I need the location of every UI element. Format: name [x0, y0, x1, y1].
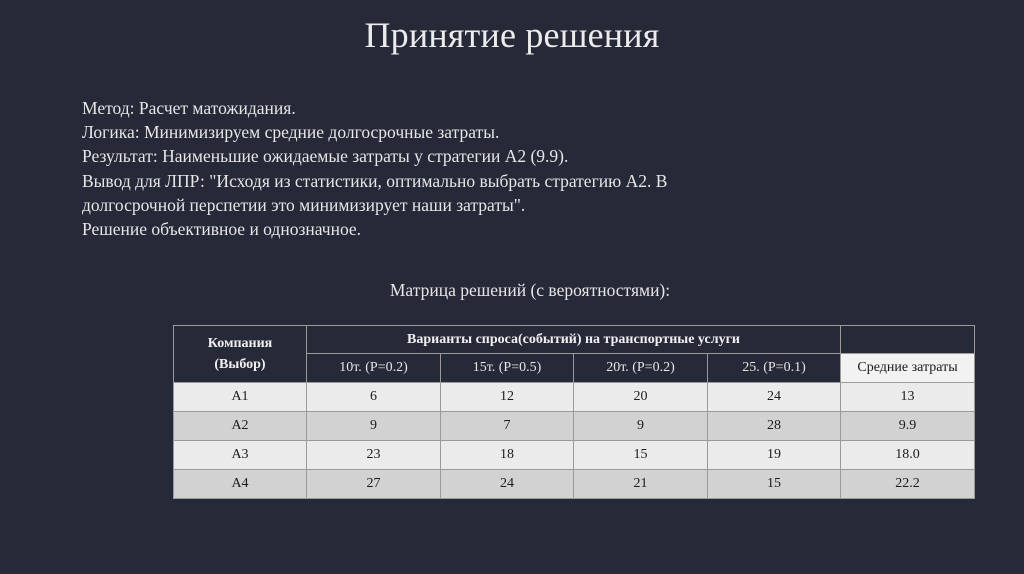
table-cell: 9 [574, 412, 708, 441]
slide-title: Принятие решения [364, 15, 660, 55]
table-cell: 7 [441, 412, 574, 441]
table-cell: 19 [708, 441, 841, 470]
column-header-15t: 15т. (P=0.5) [441, 354, 574, 383]
table-row [174, 383, 975, 412]
table-cell: 15 [574, 441, 708, 470]
row-label: А3 [174, 441, 307, 470]
table-cell: 6 [307, 383, 441, 412]
body-line-logic: Логика: Минимизируем средние долгосрочные затраты. [82, 122, 500, 143]
body-line-conclusion-cont: долгосрочной перспетии это минимизирует наши затраты". [82, 194, 526, 215]
column-header-10t: 10т. (P=0.2) [307, 354, 441, 383]
table-cell: 24 [441, 470, 574, 499]
table-cell: 24 [708, 383, 841, 412]
average-cost-cell: 22.2 [841, 470, 975, 499]
body-line-result: Результат: Наименьшие ожидаемые затраты у стратегии А2 (9.9). [82, 146, 569, 167]
body-text [82, 96, 782, 241]
body-line-method: Метод: Расчет матожидания. [82, 98, 296, 118]
row-label: А1 [174, 383, 307, 412]
table-cell: 12 [441, 383, 574, 412]
table-cell: 20 [574, 383, 708, 412]
column-header-25: 25. (P=0.1) [708, 354, 841, 383]
table-cell: 23 [307, 441, 441, 470]
row-label: А2 [174, 412, 307, 441]
column-header-20t: 20т. (P=0.2) [574, 354, 708, 383]
average-cost-cell: 13 [841, 383, 975, 412]
empty-header-cell [841, 326, 975, 354]
table-cell: 18 [441, 441, 574, 470]
table-caption: Матрица решений (с вероятностями): [389, 280, 671, 300]
table-row [174, 441, 975, 470]
table-cell: 28 [708, 412, 841, 441]
average-cost-cell: 9.9 [841, 412, 975, 441]
company-header-line1: Компания [207, 336, 273, 351]
body-line-decision: Решение объективное и однозначное. [82, 219, 362, 240]
body-line-conclusion: Вывод для ЛПР: "Исходя из статистики, оптимально выбрать стратегию А2. В [82, 170, 668, 191]
company-header-line2: (Выбор) [214, 357, 266, 372]
column-header-average-cost: Средние затраты [841, 354, 975, 383]
table-cell: 21 [574, 470, 708, 499]
row-label: А4 [174, 470, 307, 499]
table-cell: 27 [307, 470, 441, 499]
table-row [174, 412, 975, 441]
average-cost-cell: 18.0 [841, 441, 975, 470]
decision-matrix-table [173, 325, 975, 499]
table-cell: 15 [708, 470, 841, 499]
demand-group-header: Варианты спроса(событий) на транспортные услуги [307, 326, 841, 354]
table-cell: 9 [307, 412, 441, 441]
table-header-row [174, 326, 975, 354]
company-header-cell [174, 326, 307, 383]
table-row [174, 470, 975, 499]
